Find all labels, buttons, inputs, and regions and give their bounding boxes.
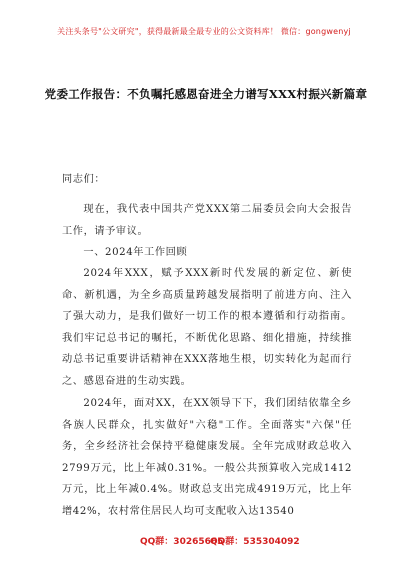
promo-banner: 关注头条号"公文研究"，获得最新最全最专业的公文资料库！ 微信：gongwenyj	[57, 27, 351, 36]
greeting: 同志们：	[62, 174, 106, 185]
qq-group-left: QQ群：30265665	[140, 537, 224, 547]
document-title: 党委工作报告：不负嘱托感恩奋进全力谱写XXX村振兴新篇章	[44, 87, 368, 101]
section-heading: 一、2024年工作回顾	[83, 247, 188, 258]
qq-group-right: QQ群：535304092	[210, 537, 300, 547]
paragraph-review: 2024年XXX，赋予XXX新时代发展的新定位、新使命、新机遇，为全乡高质量跨越发展指明了前进方向、注入了强大动力，是我们做好一切工作的根本遵循和行动指南。我们牢记总书记的嘱托，不断优化思路、细化措施，持续推动总书记重要讲话精神在XXX落地生根，切实转化为起而行之、感恩奋进的生动实践。	[62, 268, 352, 387]
paragraph-intro: 现在，我代表中国共产党XXX第二届委员会向大会报告工作，请予审议。	[62, 204, 352, 237]
paragraph-finance: 2024年，面对XX，在XX领导下下，我们团结依靠全乡各族人民群众，扎实做好"六稳"工作。全面落实"六保"任务，全乡经济社会保持平稳健康发展。全年完成财政总收入2799万元，比上年减0.31%。一般公共预算收入完成1412万元，比上年减0.4%。财政总支出完成4919万元，比上年增42%，农村常住居民人均可支配收入达13540	[62, 398, 352, 517]
